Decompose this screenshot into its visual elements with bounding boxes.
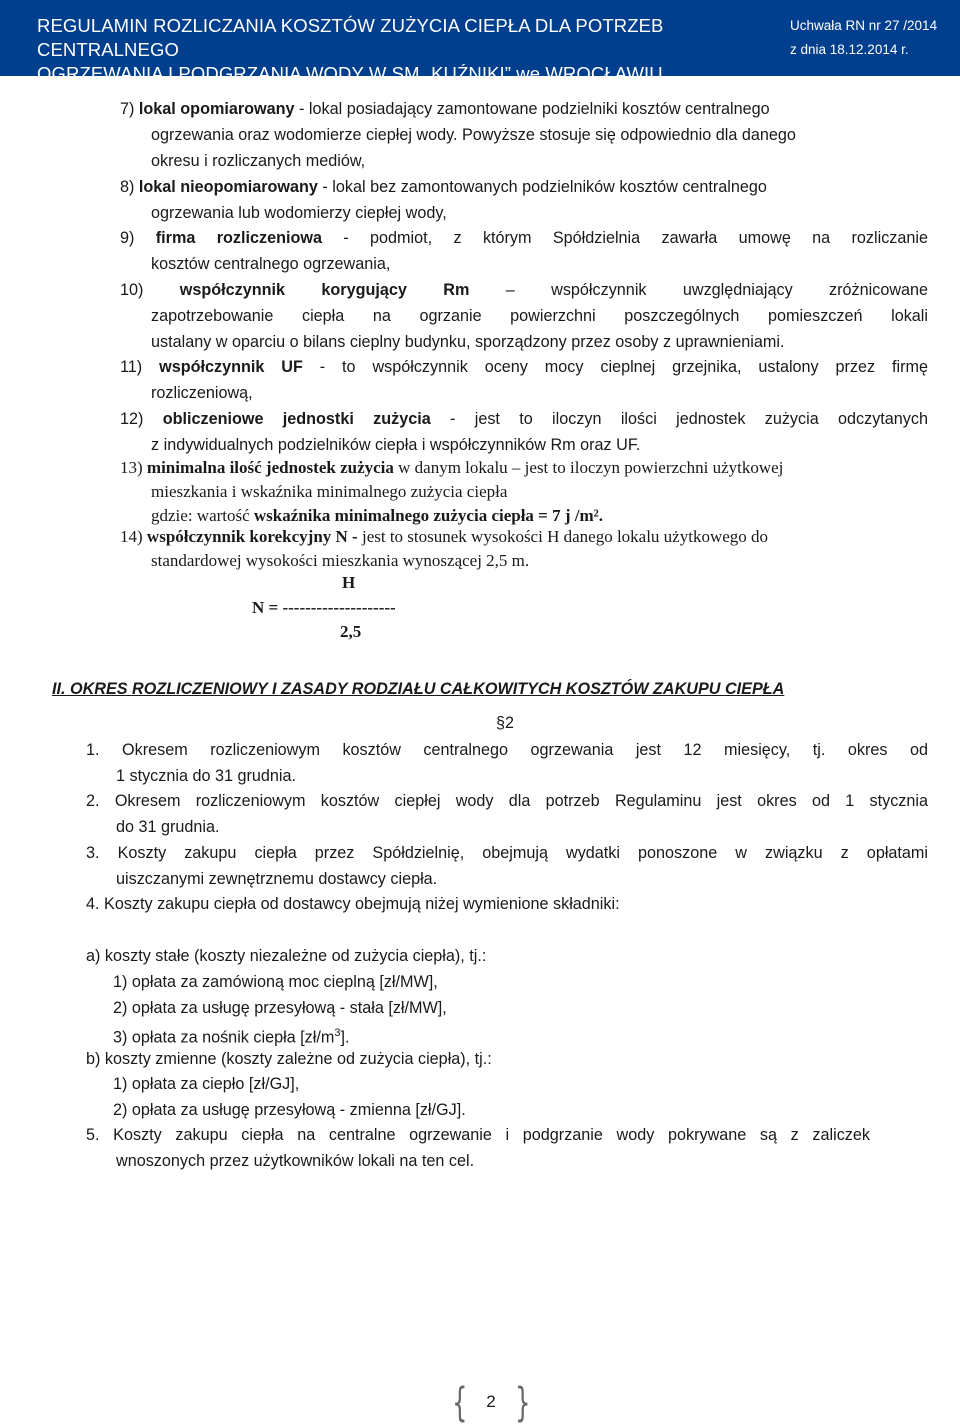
- def-7-line1: 7) lokal opomiarowany - lokal posiadający zamontowane podzielniki kosztów centralnego: [120, 100, 770, 118]
- item-a-2: 2) opłata za usługę przesyłową - stała [zł/MW],: [113, 999, 447, 1017]
- paragraph-mark: §2: [496, 714, 515, 732]
- def-10-line2: zapotrzebowanie ciepła na ogrzanie powierzchni poszczególnych pomieszczeń lokali: [151, 307, 928, 325]
- item-b-2: 2) opłata za usługę przesyłową - zmienna [zł/GJ].: [113, 1101, 466, 1119]
- def-7-line2: ogrzewania oraz wodomierze ciepłej wody. Powyższe stosuje się odpowiednio dla danego: [151, 126, 796, 144]
- section-title: II. OKRES ROZLICZENIOWY I ZASADY RODZIAŁU CAŁKOWITYCH KOSZTÓW ZAKUPU CIEPŁA: [52, 680, 785, 698]
- page-footer: [447, 1380, 535, 1426]
- resolution-number: Uchwała RN nr 27 /2014: [790, 18, 938, 33]
- formula-numerator: H: [342, 573, 356, 592]
- page-number: 2: [486, 1392, 496, 1411]
- def-7-line3: okresu i rozliczanych mediów,: [151, 152, 366, 170]
- item-b: b) koszty zmienne (koszty zależne od zużycia ciepła), tj.:: [86, 1050, 492, 1068]
- def-10-line1: 10) współczynnik korygujący Rm – współczynnik uwzględniający zróżnicowane: [120, 281, 929, 299]
- item-a-3: 3) opłata za nośnik ciepła $[zł/m^3]$.: [113, 1027, 350, 1047]
- def-11-line2: rozliczeniową,: [151, 384, 253, 402]
- def-12-line2: z indywidualnych podzielników ciepła i współczynników Rm oraz UF.: [151, 436, 641, 454]
- def-9-line1: 9) firma rozliczeniowa - podmiot, z którym Spółdzielnia zawarła umowę na rozliczanie: [120, 229, 929, 247]
- left-bracket-icon: {: [452, 1380, 468, 1426]
- item-1-line2: 1 stycznia do 31 grudnia.: [116, 767, 296, 785]
- def-8-line2: ogrzewania lub wodomierzy ciepłej wody,: [151, 204, 447, 222]
- item-1-line1: 1. Okresem rozliczeniowym kosztów centralnego ogrzewania jest 12 miesięcy, tj. okres od: [86, 741, 928, 759]
- item-5-line2: wnoszonych przez użytkowników lokali na ten cel.: [116, 1152, 475, 1170]
- resolution-date: z dnia 18.12.2014 r.: [790, 42, 909, 57]
- def-10-line3: ustalany w oparciu o bilans cieplny budynku, sporządzony przez osoby z uprawnieniami.: [151, 333, 785, 351]
- def-11-line1: 11) współczynnik UF - to współczynnik oceny mocy cieplnej grzejnika, ustalony przez firmę: [120, 358, 928, 376]
- item-a-1: 1) opłata za zamówioną moc cieplną [zł/MW],: [113, 973, 438, 991]
- def-13-line3: gdzie: wartość wskaźnika minimalnego zużycia ciepła = 7 j /m².: [151, 506, 604, 525]
- item-3-line2: uiszczanymi zewnętrznemu dostawcy ciepła.: [116, 870, 438, 888]
- item-2-line1: 2. Okresem rozliczeniowym kosztów ciepłej wody dla potrzeb Regulaminu jest okres od 1 stycznia: [86, 792, 929, 810]
- def-9-line2: kosztów centralnego ogrzewania,: [151, 255, 391, 273]
- def-14-line1: 14) współczynnik korekcyjny N - jest to stosunek wysokości H danego lokalu użytkowego do: [120, 527, 769, 546]
- item-2-line2: do 31 grudnia.: [116, 818, 220, 836]
- item-a: a) koszty stałe (koszty niezależne od zużycia ciepła), tj.:: [86, 947, 487, 965]
- resolution-info: [790, 14, 950, 62]
- def-14-line2: standardowej wysokości mieszkania wynoszącej 2,5 m.: [151, 551, 530, 570]
- document-title-line2: OGRZEWANIA I PODGRZANIA WODY W SM „KUŹNIKI” we WROCŁAWIU: [37, 63, 663, 84]
- document-title: [37, 14, 777, 86]
- def-12-line1: 12) obliczeniowe jednostki zużycia - jest to iloczyn ilości jednostek zużycia odczytanych: [120, 410, 928, 428]
- formula-denominator: 2,5: [340, 622, 362, 641]
- right-bracket-icon: }: [514, 1380, 530, 1426]
- item-4-line1: 4. Koszty zakupu ciepła od dostawcy obejmują niżej wymienione składniki:: [86, 895, 620, 913]
- def-13-line1: 13) minimalna ilość jednostek zużycia w danym lokalu – jest to iloczyn powierzchni użytkowej: [120, 458, 784, 477]
- document-title-line1: REGULAMIN ROZLICZANIA KOSZTÓW ZUŻYCIA CIEPŁA DLA POTRZEB CENTRALNEGO: [37, 15, 664, 60]
- def-8-line1: 8) lokal nieopomiarowany - lokal bez zamontowanych podzielników kosztów centralnego: [120, 178, 767, 196]
- item-b-1: 1) opłata za ciepło [zł/GJ],: [113, 1075, 300, 1093]
- item-3-line1: 3. Koszty zakupu ciepła przez Spółdzielnię, obejmują wydatki ponoszone w związku z opłatami: [86, 844, 928, 862]
- formula-equation: N = --------------------: [252, 598, 396, 617]
- def-13-line2: mieszkania i wskaźnika minimalnego zużycia ciepła: [151, 482, 508, 501]
- page-header: [0, 0, 960, 84]
- item-5-line1: 5. Koszty zakupu ciepła na centralne ogrzewanie i podgrzanie wody pokrywane są z zaliczek: [86, 1126, 870, 1144]
